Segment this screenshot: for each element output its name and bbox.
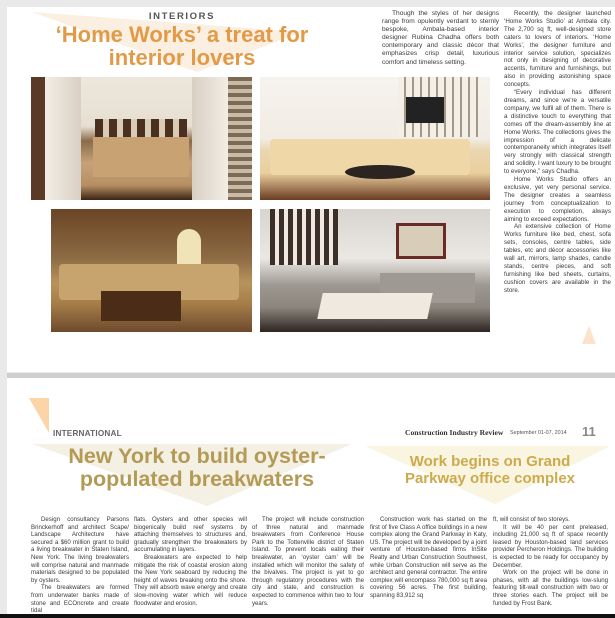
headline: [37, 445, 357, 491]
paragraph: ft, will consist of two storeys.: [493, 516, 570, 523]
headline-line-2: populated breakwaters: [79, 467, 315, 491]
section-marker-wedge: [29, 398, 49, 433]
cream-sofa-living-room-photo: [260, 77, 490, 200]
article-column-1: [31, 516, 129, 615]
section-label: INTERIORS: [148, 11, 216, 22]
headline-line-1: Work begins on Grand: [409, 453, 571, 470]
paragraph: The project will include construction of three natural and manmade breakwaters from Conference House Park to the Tottenville district of Staten Island. To prevent locals eating their breakwater, an ‘oyster cam’ will be installed which will monitor the safety of the bivalves. The project is yet to go through regulatory procedures with the city and state, and construction is expected to commence within two to four years.: [252, 516, 364, 607]
paragraph: The breakwaters are formed from underwater banks made of stone and ECOncrete and create tidal: [31, 584, 129, 615]
headline-line-1: New York to build oyster-: [68, 444, 326, 468]
article-column-4: [370, 516, 487, 600]
section-label: INTERNATIONAL: [53, 429, 122, 438]
article-column-3: [252, 516, 364, 607]
page-number: 11: [582, 424, 596, 439]
headline: [37, 23, 327, 69]
headline: [375, 453, 605, 487]
interiors-page: [7, 7, 615, 372]
issue-date: September 01-07, 2014: [510, 430, 567, 436]
paragraph: It will be 40 per cent preleased, including 21,000 sq ft of space recently leased by Houston-based land services provider Percheron Holdings. The building is expected to be ready for occupancy by December.: [493, 523, 608, 569]
grey-sofa-living-room-photo: [260, 209, 490, 332]
headline-line-2: Parkway office complex: [404, 470, 576, 487]
paragraph: Home Works Studio offers an exclusive, yet very personal service. The designer creates a seamless journey from conceptualization to execution to completion, always aiming to exceed expectations.: [504, 176, 611, 223]
bedroom-photo: [31, 77, 252, 200]
paragraph: Recently, the designer launched ‘Home Works Studio’ at Ambala city. The 2,700 sq ft, well-designed store caters to lovers of interiors. ‘Home Works’, the designer furniture and interior service solution, specializes not only in designing of decorative accents, furniture and furnishings, but also in providing astonishing space concepts.: [504, 10, 611, 89]
page-corner-triangle-decoration: [582, 326, 596, 344]
article-column-1: [382, 10, 499, 67]
paragraph: Though the styles of her designs range from opulently verdant to sternly bespoke, Ambala-based interior designer Rubina Chadha offers both contemporary and classic décor that emphasizes crisp detail, luxurious comfort and timeless setting.: [382, 10, 499, 66]
bottom-edge-bar: [0, 614, 615, 618]
paragraph: Design consultancy Parsons Brinckerhoff and architect Scape/ Landscape Architecture have secured a $60 million grant to build a living breakwater in Staten Island, New York. The living breakwaters will comprise natural and manmade materials designed to be populated by oysters.: [31, 516, 129, 584]
headline-line-2: interior lovers: [108, 45, 256, 70]
paragraph: flats. Oysters and other species will biogenically build reef systems by attaching themselves to structures and, gradually strengthen the breakwaters by accumulating in layers.: [134, 516, 247, 554]
article-column-2: [504, 10, 611, 295]
article-column-2: [134, 516, 247, 607]
headline-line-1: ‘Home Works’ a treat for: [55, 22, 309, 47]
article-column-5: [493, 516, 608, 607]
paragraph: Construction work has started on the first of five Class A office buildings in a new complex along the Grand Parkway in Katy, US. The project will be developed by a joint venture of Houston-based firms InSite Realty and Urban Construction Southwest, while Urban Construction will serve as the architect and general contractor. The entire complex will encompass 780,000 sq ft area covering 56 acres. The first building, spanning 83,912 sq: [370, 516, 487, 599]
paragraph: An extensive collection of Home Works furniture like bed, chest, sofa sets, consoles, centre tables, side tables, etc and décor accessories like wall art, mirrors, lamp shades, candle stands, centre pieces, and soft furnishing like bed sheets, curtains, cushion covers are available in the store.: [504, 223, 611, 294]
paragraph: “Every individual has different dreams, and since we're a versatile company, we fulfil all of them. There is a distinctive touch to everything that comes off the dream-assembly line at Home Works. The collections gives the impression of a delicate contemporaneity which integrates itself very strongly with classical strength and solidity. I want luxury to be brought to everyone,” says Chadha.: [504, 89, 611, 176]
paragraph: Work on the project will be done in phases, with all the buildings low-slung featuring tilt-wall construction with two or three stories each. The project will be funded by Frost Bank.: [493, 569, 608, 607]
paragraph: Breakwaters are expected to help mitigate the risk of coastal erosion along the New York seaboard by reducing the height of waves breaking onto the shore. They will absorb wave energy and create slow-moving water which will reduce floodwater and erosion.: [134, 553, 247, 607]
publication-name: Construction Industry Review: [405, 428, 504, 437]
golden-sofa-lounge-photo: [31, 209, 252, 332]
international-page: [7, 378, 615, 618]
